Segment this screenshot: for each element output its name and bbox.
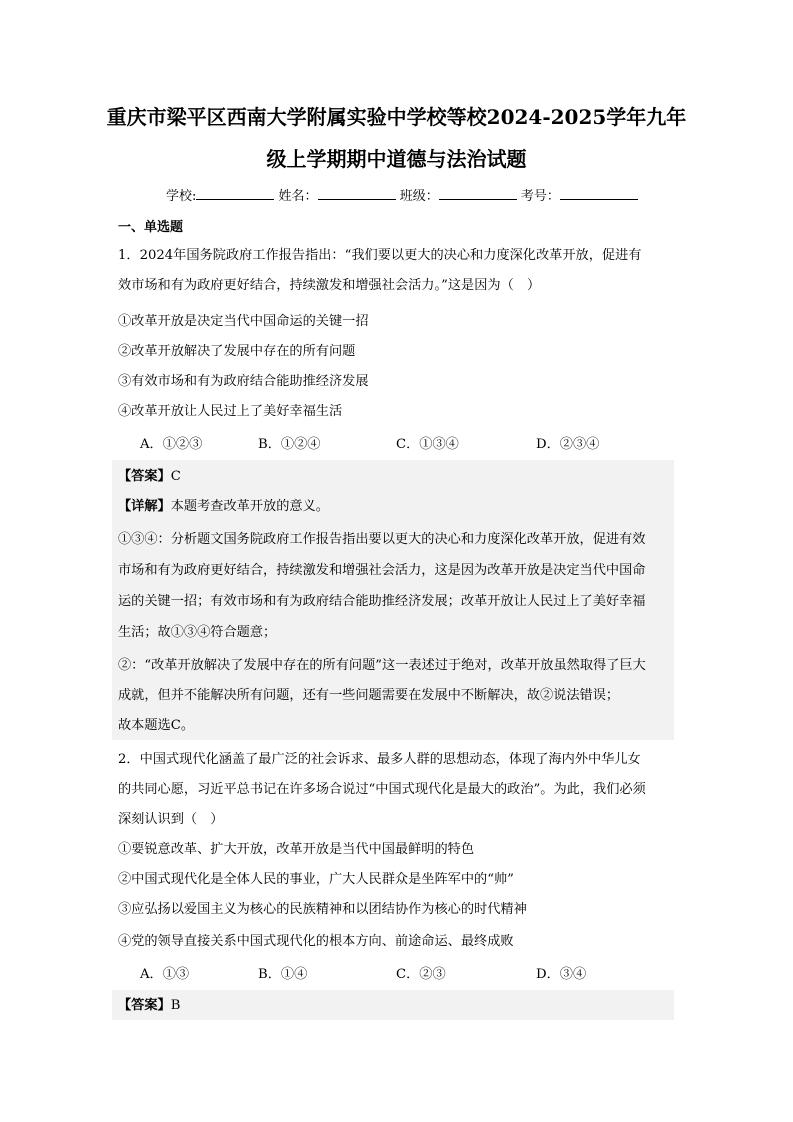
q1-item-3: ③有效市场和有为政府结合能助推经济发展 bbox=[118, 374, 369, 389]
q1-answer-label: 【答案】 bbox=[118, 469, 171, 484]
q2-answer bbox=[118, 996, 180, 1016]
q2-item-1: ①要锐意改革、扩大开放，改革开放是当代中国最鲜明的特色 bbox=[118, 842, 475, 857]
q2-item-3: ③应弘扬以爱国主义为核心的民族精神和以团结协作为核心的时代精神 bbox=[118, 902, 527, 917]
q1-stem-line-2: 效市场和有为政府更好结合，持续激发和增强社会活力。”这是因为（ ） bbox=[118, 278, 541, 293]
q2-stem-line-3: 深刻认识到（ ） bbox=[118, 812, 224, 827]
q1-detail-intro-text: 本题考查改革开放的意义。 bbox=[170, 499, 329, 514]
q2-option-a[interactable]: A．①③ bbox=[140, 967, 190, 982]
q1-option-d[interactable]: D．②③④ bbox=[536, 437, 600, 452]
class-label: 班级： bbox=[399, 189, 439, 204]
name-blank[interactable] bbox=[318, 185, 396, 200]
q2-answer-label: 【答案】 bbox=[118, 998, 171, 1013]
q1-detail-intro bbox=[118, 497, 329, 517]
q2-stem-line-1: 2．中国式现代化涵盖了最广泛的社会诉求、最多人群的思想动态，体现了海内外中华儿女 bbox=[118, 752, 641, 767]
q2-item-2: ②中国式现代化是全体人民的事业，广大人民群众是坐阵军中的“帅” bbox=[118, 872, 514, 887]
q1-stem-line-1: 1．2024年国务院政府工作报告指出：“我们要以更大的决心和力度深化改革开放，促进有 bbox=[118, 248, 642, 263]
q2-answer-panel bbox=[112, 990, 674, 1020]
q2-item-4: ④党的领导直接关系中国式现代化的根本方向、前途命运、最终成败 bbox=[118, 934, 514, 949]
q1-item-1: ①改革开放是决定当代中国命运的关键一招 bbox=[118, 314, 369, 329]
student-info-row bbox=[166, 185, 638, 207]
title-line-2: 级上学期期中道德与法治试题 bbox=[266, 147, 527, 171]
class-blank[interactable] bbox=[439, 185, 517, 200]
q1-detail-line-4: 生活；故①③④符合题意； bbox=[118, 625, 277, 640]
q2-option-c[interactable]: C．②③ bbox=[396, 967, 446, 982]
q2-option-d[interactable]: D．③④ bbox=[536, 967, 587, 982]
q2-answer-value: B bbox=[170, 998, 181, 1013]
q1-detail-line-2: 市场和有为政府更好结合，持续激发和增强社会活力，这是因为改革开放是决定当代中国命 bbox=[118, 563, 646, 578]
school-label: 学校: bbox=[166, 189, 197, 204]
q1-detail-line-5: ②：“改革开放解决了发展中存在的所有问题”这一表述过于绝对，改革开放虽然取得了巨大 bbox=[118, 658, 646, 673]
q1-item-4: ④改革开放让人民过上了美好幸福生活 bbox=[118, 404, 343, 419]
q1-detail-line-3: 运的关键一招；有效市场和有为政府结合能助推经济发展；改革开放让人民过上了美好幸福 bbox=[118, 594, 646, 609]
q1-option-b[interactable]: B．①②④ bbox=[258, 437, 321, 452]
q2-option-b[interactable]: B．①④ bbox=[258, 967, 308, 982]
id-label: 考号： bbox=[520, 189, 560, 204]
q1-detail-line-6: 成就，但并不能解决所有问题，还有一些问题需要在发展中不断解决，故②说法错误； bbox=[118, 688, 620, 703]
q1-detail-line-1: ①③④：分析题文国务院政府工作报告指出要以更大的决心和力度深化改革开放，促进有效 bbox=[118, 532, 646, 547]
section-title: 一、单选题 bbox=[118, 220, 184, 235]
school-blank[interactable] bbox=[196, 185, 274, 200]
name-label: 姓名： bbox=[278, 189, 318, 204]
q1-item-2: ②改革开放解决了发展中存在的所有问题 bbox=[118, 344, 356, 359]
id-blank[interactable] bbox=[560, 185, 638, 200]
q1-answer-value: C bbox=[170, 469, 181, 484]
q1-option-c[interactable]: C．①③④ bbox=[396, 437, 459, 452]
q1-answer bbox=[118, 467, 181, 487]
q2-stem-line-2: 的共同心愿，习近平总书记在许多场合说过“中国式现代化是最大的政治”。为此，我们必须 bbox=[118, 782, 646, 797]
q1-detail-label: 【详解】 bbox=[118, 499, 171, 514]
q1-detail-line-7: 故本题选C。 bbox=[118, 718, 195, 733]
title-line-1: 重庆市梁平区西南大学附属实验中学校等校2024-2025学年九年 bbox=[106, 105, 687, 129]
q1-option-a[interactable]: A．①②③ bbox=[140, 437, 203, 452]
